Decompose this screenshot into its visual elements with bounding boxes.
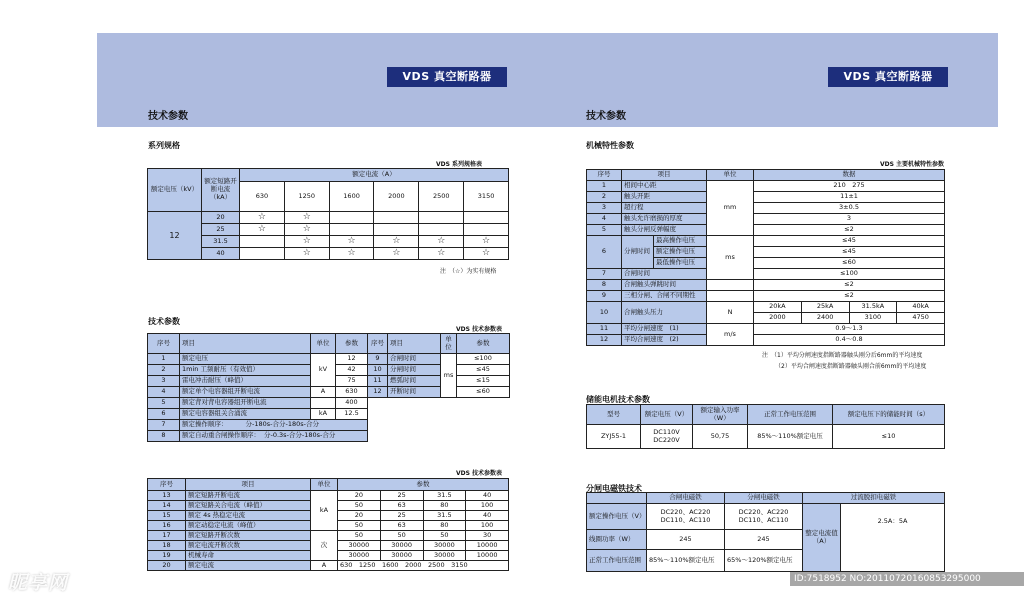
cell-value: ≤45 (457, 365, 510, 376)
th-param: 参数 (457, 334, 510, 354)
current-630: 630 (240, 182, 285, 212)
cell-trip-value: 2.5A：5A (841, 504, 945, 572)
cell-no: 20 (148, 561, 186, 571)
th-param: 参数 (338, 479, 509, 491)
cell-unit: ms (707, 236, 754, 280)
current-1250: 1250 (284, 182, 329, 212)
cell-unit: A (311, 387, 336, 398)
series-note: 注 （☆）为实有规格 (440, 268, 497, 275)
cell-subitem: 最低操作电压 (654, 258, 707, 269)
star-icon: ☆ (419, 236, 464, 248)
motor-heading: 储能电机技术参数 (586, 395, 650, 404)
cell-model: ZYJ55-1 (587, 425, 641, 449)
series-caption: VDS 系列规格表 (436, 161, 483, 168)
page-title-right: 技术参数 (586, 111, 626, 122)
th-unit: 单位 (311, 479, 338, 491)
cell-item: 额定背对背电容器组开断电流 (180, 398, 311, 409)
cell-no: 3 (148, 376, 180, 387)
mech-heading: 机械特性参数 (586, 141, 634, 150)
cell-no: 6 (148, 409, 180, 420)
cell-power: 50,75 (693, 425, 748, 449)
cell-ka: 31.5kA (849, 302, 897, 313)
cell-value: 3±0.5 (754, 203, 945, 214)
cell-value: 2400 (801, 313, 849, 324)
th-close-magnet: 合闸电磁铁 (647, 493, 725, 504)
cell-value: 20 (338, 511, 381, 521)
cell-unit: kA (311, 409, 336, 420)
cell-item: 触头开距 (622, 192, 707, 203)
cell-no: 16 (148, 521, 186, 531)
cell-value: 80 (423, 521, 466, 531)
star-icon: ☆ (240, 224, 285, 236)
cell-value: 0.4～0.8 (754, 335, 945, 346)
cell-item: 三相分闸、合闸不同期性 (622, 291, 707, 302)
cell-subitem: 最高操作电压 (654, 236, 707, 247)
cell-value: 400 (336, 398, 368, 409)
star-icon: ☆ (464, 236, 509, 248)
cell-range: 85%～110%额定电压 (748, 425, 833, 449)
cell-item: 开断时间 (388, 387, 441, 398)
cell-value: 63 (380, 521, 423, 531)
cell-value: 2000 (754, 313, 802, 324)
cell-close-power: 245 (647, 530, 725, 550)
cell-item: 额定动稳定电流（峰值） (186, 521, 311, 531)
row-label: 线圈功率（W） (587, 530, 647, 550)
cell-value: 50 (338, 531, 381, 541)
cell-value: 20 (338, 491, 381, 501)
cell-value: ≤60 (754, 258, 945, 269)
star-icon: ☆ (240, 212, 285, 224)
star-icon: ☆ (419, 248, 464, 260)
cell-item: 合闸时间 (388, 354, 441, 365)
cell-value: 210 275 (754, 181, 945, 192)
mech-note-2: （2）平均合闸速度指断路器触头刚合前6mm的平均速度 (775, 363, 927, 370)
cell-no: 13 (148, 491, 186, 501)
cell-no: 8 (148, 431, 180, 442)
cell-value: 11±1 (754, 192, 945, 203)
cell-subitem: 额定操作电压 (654, 247, 707, 258)
th-open-magnet: 分闸电磁铁 (725, 493, 803, 504)
th-param: 参数 (336, 334, 368, 354)
cell-value: 0.9～1.3 (754, 324, 945, 335)
cell-item: 1min 工频耐压（有效值） (180, 365, 311, 376)
current-1600: 1600 (329, 182, 374, 212)
star-icon: ☆ (374, 236, 419, 248)
cell-value: ≤2 (754, 291, 945, 302)
cell-item: 分闸时间 (388, 365, 441, 376)
cell-item: 分闸时间 (622, 236, 654, 269)
cell-no: 2 (148, 365, 180, 376)
mech-caption: VDS 主要机械特性参数 (880, 161, 945, 168)
cell-value: 100 (466, 521, 509, 531)
cell-item: 触头分闸反弹幅度 (622, 225, 707, 236)
tech1-caption: VDS 技术参数表 (456, 326, 503, 333)
cell-no: 9 (587, 291, 622, 302)
cell-no: 5 (587, 225, 622, 236)
cell-item: 额定单个电容器组开断电流 (180, 387, 311, 398)
cell-item: 雷电冲击耐压（峰值） (180, 376, 311, 387)
cell-unit: ms (441, 354, 457, 398)
cell-value: 31.5 (423, 511, 466, 521)
coil-heading: 分闸电磁铁技术 (586, 484, 642, 493)
cell-value: 30000 (338, 551, 381, 561)
cell-no: 7 (148, 420, 180, 431)
cell-value: 42 (336, 365, 368, 376)
th-no: 序号 (368, 334, 388, 354)
cell-no: 17 (148, 531, 186, 541)
cell-no: 10 (368, 365, 388, 376)
brand-tag-left: VDS 真空断路器 (387, 67, 507, 87)
page-title-left: 技术参数 (148, 111, 188, 122)
cell-open-power: 245 (725, 530, 803, 550)
cell-value: 31.5 (423, 491, 466, 501)
cell-value: ≤15 (457, 376, 510, 387)
star-icon: ☆ (284, 236, 329, 248)
series-heading: 系列规格 (148, 141, 180, 150)
cell-value: 80 (423, 501, 466, 511)
watermark-id: ID:7518952 NO:20110720160853295000 (790, 572, 1024, 586)
cell-unit: 次 (311, 531, 338, 561)
th-power: 额定输入功率（W） (693, 405, 748, 425)
cell-value: 630 (336, 387, 368, 398)
cell-no: 12 (368, 387, 388, 398)
cell-no: 9 (368, 354, 388, 365)
coil-table (586, 492, 945, 572)
cell-open-voltage: DC220、AC220 DC110、AC110 (725, 504, 803, 530)
cell-value: 50 (338, 501, 381, 511)
cell-unit: kA (311, 491, 338, 531)
cell-value: ≤100 (457, 354, 510, 365)
cell-value: ≤2 (754, 225, 945, 236)
cell-value: ≤100 (754, 269, 945, 280)
cell-value: 100 (466, 501, 509, 511)
cell-value: 30000 (380, 541, 423, 551)
th-data: 数据 (754, 170, 945, 181)
cell-item: 额定电流开断次数 (186, 541, 311, 551)
star-icon: ☆ (284, 224, 329, 236)
tech-table-2 (147, 478, 509, 571)
current-2000: 2000 (374, 182, 419, 212)
cell-no: 5 (148, 398, 180, 409)
mech-note-1: 注 （1）平均分闸速度指断路器触头刚分后6mm的平均速度 (762, 352, 923, 359)
cell-unit: N (707, 302, 754, 324)
cell-value: 10000 (466, 541, 509, 551)
cell-no: 8 (587, 280, 622, 291)
cell-value: 63 (380, 501, 423, 511)
star-icon: ☆ (329, 248, 374, 260)
th-model: 型号 (587, 405, 641, 425)
cell-no: 12 (587, 335, 622, 346)
cell-item: 平均分闸速度 (1) (622, 324, 707, 335)
cell-no: 14 (148, 501, 186, 511)
col-breaking-current: 额定短路开断电流（kA） (202, 169, 240, 212)
voltage-12: 12 (148, 212, 202, 260)
cell-item: 额定短路开断次数 (186, 531, 311, 541)
star-icon: ☆ (284, 212, 329, 224)
cell-no: 18 (148, 541, 186, 551)
cell-item: 触头允许磨损的厚度 (622, 214, 707, 225)
cell-ka: 20kA (754, 302, 802, 313)
th-item: 项目 (622, 170, 707, 181)
cell-time: ≤10 (833, 425, 945, 449)
cell-value: 40 (466, 491, 509, 501)
cell-item: 额定电容器组关合涌流 (180, 409, 311, 420)
cell-value: 3100 (849, 313, 897, 324)
cell-no: 15 (148, 511, 186, 521)
cell-value: 30000 (423, 541, 466, 551)
th-time: 额定电压下的储能时间（s） (833, 405, 945, 425)
cell-item: 额定电压 (180, 354, 311, 365)
cell-no: 3 (587, 203, 622, 214)
mech-table (586, 169, 945, 346)
cell-value: 50 (338, 521, 381, 531)
tech2-caption: VDS 技术参数表 (456, 470, 503, 477)
cell-value: ≤45 (754, 236, 945, 247)
th-unit: 单位 (311, 334, 336, 354)
cell-value: 12 (336, 354, 368, 365)
cell-item: 相间中心距 (622, 181, 707, 192)
breaking-25: 25 (202, 224, 240, 236)
th-trip-magnet: 过流脱扣电磁铁 (803, 493, 945, 504)
series-table (147, 168, 509, 260)
breaking-20: 20 (202, 212, 240, 224)
cell-item: 额定短路关合电流（峰值） (186, 501, 311, 511)
th-item: 项目 (388, 334, 441, 354)
motor-table (586, 404, 945, 449)
cell-item: 合闸触头压力 (622, 302, 707, 324)
cell-voltage: DC110V DC220V (641, 425, 693, 449)
cell-value: 630 1250 1600 2000 2500 3150 (338, 561, 509, 571)
th-voltage: 额定电压（V） (641, 405, 693, 425)
th-no: 序号 (587, 170, 622, 181)
th-no: 序号 (148, 334, 180, 354)
star-icon: ☆ (464, 248, 509, 260)
cell-item: 机械寿命 (186, 551, 311, 561)
col-rated-current: 额定电流（A） (240, 169, 509, 182)
th-item: 项目 (186, 479, 311, 491)
cell-no: 10 (587, 302, 622, 324)
cell-close-range: 85%～110%额定电压 (647, 550, 725, 572)
cell-value: 12.5 (336, 409, 368, 420)
cell-no: 4 (587, 214, 622, 225)
cell-value: 50 (380, 531, 423, 541)
th-range: 正常工作电压范围 (748, 405, 833, 425)
cell-value: 4750 (897, 313, 945, 324)
cell-item: 额定操作顺序： 分-180s-合分-180s-合分 (180, 420, 368, 431)
cell-item: 平均合闸速度 (2) (622, 335, 707, 346)
th-no: 序号 (148, 479, 186, 491)
watermark-logo: 昵享网 (8, 572, 69, 594)
th-unit: 单位 (441, 334, 457, 354)
cell-unit: mm (707, 181, 754, 236)
cell-open-range: 65%～120%额定电压 (725, 550, 803, 572)
cell-no: 7 (587, 269, 622, 280)
cell-item: 合闸触头弹跳时间 (622, 280, 707, 291)
cell-ka: 25kA (801, 302, 849, 313)
breaking-40: 40 (202, 248, 240, 260)
cell-value: 10000 (466, 551, 509, 561)
cell-value: 30000 (380, 551, 423, 561)
cell-close-voltage: DC220、AC220 DC110、AC110 (647, 504, 725, 530)
cell-no: 2 (587, 192, 622, 203)
cell-item: 超行程 (622, 203, 707, 214)
current-3150: 3150 (464, 182, 509, 212)
cell-no: 6 (587, 236, 622, 269)
star-icon: ☆ (329, 236, 374, 248)
row-label: 正常工作电压范围 (587, 550, 647, 572)
cell-no: 19 (148, 551, 186, 561)
cell-ka: 40kA (897, 302, 945, 313)
cell-value: 3 (754, 214, 945, 225)
cell-trip-label: 整定电流值（A） (803, 504, 841, 572)
tech-table-1 (147, 333, 510, 442)
cell-unit: kV (311, 354, 336, 387)
breaking-31-5: 31.5 (202, 236, 240, 248)
cell-no: 11 (368, 376, 388, 387)
star-icon: ☆ (374, 248, 419, 260)
cell-item: 额定电流 (186, 561, 311, 571)
current-2500: 2500 (419, 182, 464, 212)
th-item: 项目 (180, 334, 311, 354)
cell-value: 30000 (338, 541, 381, 551)
cell-value: 25 (380, 511, 423, 521)
cell-item: 合闸时间 (622, 269, 707, 280)
row-label: 额定操作电压（V） (587, 504, 647, 530)
cell-no: 1 (587, 181, 622, 192)
cell-no: 11 (587, 324, 622, 335)
cell-value: 40 (466, 511, 509, 521)
cell-value: 30000 (423, 551, 466, 561)
th-unit: 单位 (707, 170, 754, 181)
col-rated-voltage: 额定电压（kV） (148, 169, 202, 212)
cell-item: 燃弧时间 (388, 376, 441, 387)
cell-item: 额定自动重合闸操作顺序： 分-0.3s-合分-180s-合分 (180, 431, 368, 442)
brand-tag-right: VDS 真空断路器 (828, 67, 948, 87)
tech-heading: 技术参数 (148, 317, 180, 326)
cell-item: 额定短路开断电流 (186, 491, 311, 501)
cell-value: ≤45 (754, 247, 945, 258)
cell-unit: m/s (707, 324, 754, 346)
cell-item: 额定 4s 热稳定电流 (186, 511, 311, 521)
cell-value: 30 (466, 531, 509, 541)
cell-value: ≤60 (457, 387, 510, 398)
star-icon: ☆ (284, 248, 329, 260)
cell-value: ≤2 (754, 280, 945, 291)
cell-value: 75 (336, 376, 368, 387)
cell-no: 1 (148, 354, 180, 365)
cell-value: 25 (380, 491, 423, 501)
cell-value: 50 (423, 531, 466, 541)
cell-no: 4 (148, 387, 180, 398)
cell-unit: A (311, 561, 338, 571)
